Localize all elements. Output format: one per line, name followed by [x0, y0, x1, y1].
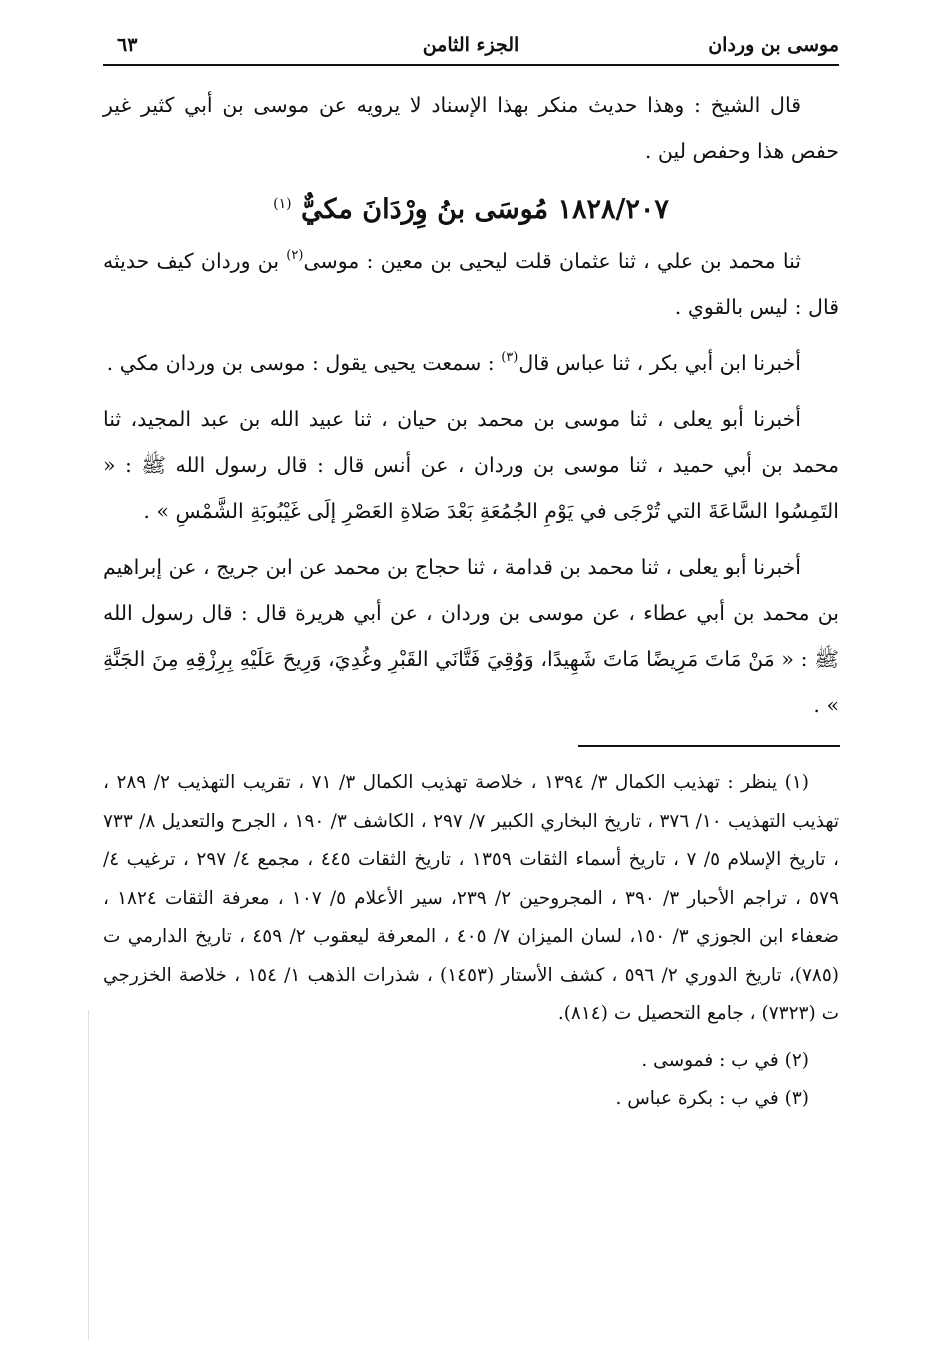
paragraph-ibn-maeen	[103, 238, 839, 330]
p2-text-a: ثنا محمد بن علي ، ثنا عثمان قلت ليحيى بن معين : موسى	[303, 249, 801, 273]
footnote-3: (٣) في ب : بكرة عباس .	[615, 1088, 809, 1109]
p2-text-b: بن وردان كيف حديثه قال : ليس بالقوي .	[103, 249, 839, 319]
heading-footnote-ref: (١)	[273, 196, 292, 212]
p3-text-a: أخبرنا ابن أبي بكر ، ثنا عباس قال	[518, 351, 801, 375]
header-volume-title: الجزء الثامن	[422, 34, 520, 56]
footnote-1: (١) ينظر : تهذيب الكمال ٣/ ١٣٩٤ ، خلاصة تهذيب الكمال ٣/ ٧١ ، تقريب التهذيب ٢/ ٢٨٩ ، تهذيب التهذيب ١٠/ ٣٧٦ ، تاريخ البخاري الكبير ٧/ ٢٩٧ ، الكاشف ٣/ ١٩٠ ، الجرح والتعديل ٨/ ٧٣٣ ، تاريخ الإسلام ٥/ ٧ ، تاريخ أسماء الثقات ١٣٥٩ ، تاريخ الثقات ٤٤٥ ، مجمع ٤/ ٢٩٧ ، ترغيب ٤/ ٥٧٩ ، تراجم الأحبار ٣/ ٣٩٠ ، المجروحين ٢/ ٢٣٩، سير الأعلام ٥/ ١٠٧ ، معرفة الثقات ١٨٢٤ ، ضعفاء ابن الجوزي ٣/ ١٥٠، لسان الميزان ٧/ ٤٠٥ ، المعرفة ليعقوب ٢/ ٤٥٩ ، تاريخ الدارمي ت (٧٨٥)، تاريخ الدوري ٢/ ٥٩٦ ، كشف الأستار (١٤٥٣) ، شذرات الذهب ١/ ١٥٤ ، خلاصة الخزرجي ت (٧٣٢٣) ، جامع التحصيل ت (٨١٤).	[103, 772, 839, 1024]
paragraph-hadith-abu-hurayra: أخبرنا أبو يعلى ، ثنا محمد بن قدامة ، ثنا حجاج بن محمد عن ابن جريج ، عن إبراهيم بن محمد بن أبي عطاء ، عن موسى بن وردان ، عن أبي هريرة قال : قال رسول الله ﷺ : « مَنْ مَاتَ مَرِيضًا مَاتَ شَهِيدًا، وَوُقِيَ فَتَّانَي القَبْرِ وغُدِيَ، وَرِيحَ عَلَيْهِ بِرِزْقِهِ مِنَ الجَنَّةِ » .	[103, 555, 839, 717]
entry-heading	[103, 176, 839, 238]
header-chapter-title: موسى بن وردان	[708, 34, 839, 56]
header-rule	[103, 64, 839, 66]
footnote-separator	[578, 745, 840, 747]
paragraph-abbas	[103, 340, 839, 386]
footnote-ref-3: (٣)	[501, 350, 519, 365]
footnote-ref-2: (٢)	[286, 248, 304, 263]
entry-heading-text: ١٨٢٨/٢٠٧ مُوسَى بنُ وِرْدَانَ مكيٌّ	[300, 194, 669, 225]
paragraph-sheikh-comment: قال الشيخ : وهذا حديث منكر بهذا الإسناد لا يرويه عن موسى بن أبي كثير غير حفص هذا وحفص لين .	[103, 93, 839, 163]
running-header	[103, 26, 839, 62]
paragraph-hadith-anas: أخبرنا أبو يعلى ، ثنا موسى بن محمد بن حيان ، ثنا عبيد الله بن عبد المجيد، ثنا محمد بن أبي حميد ، ثنا موسى بن وردان ، عن أنس قال : قال رسول الله ﷺ : « التَمِسُوا السَّاعَةَ التي تُرْجَى في يَوْمِ الجُمُعَةِ بَعْدَ صَلاةِ العَصْرِ إلَى غَيْبُوبَةِ الشَّمْسِ » .	[103, 407, 839, 523]
scan-margin-line	[88, 1010, 89, 1340]
page-number: ٦٣	[117, 34, 138, 56]
p3-text-b: : سمعت يحيى يقول : موسى بن وردان مكي .	[106, 351, 502, 375]
main-text	[103, 82, 839, 728]
footnotes	[103, 764, 839, 1119]
footnote-2: (٢) في ب : فموسى .	[641, 1049, 809, 1071]
